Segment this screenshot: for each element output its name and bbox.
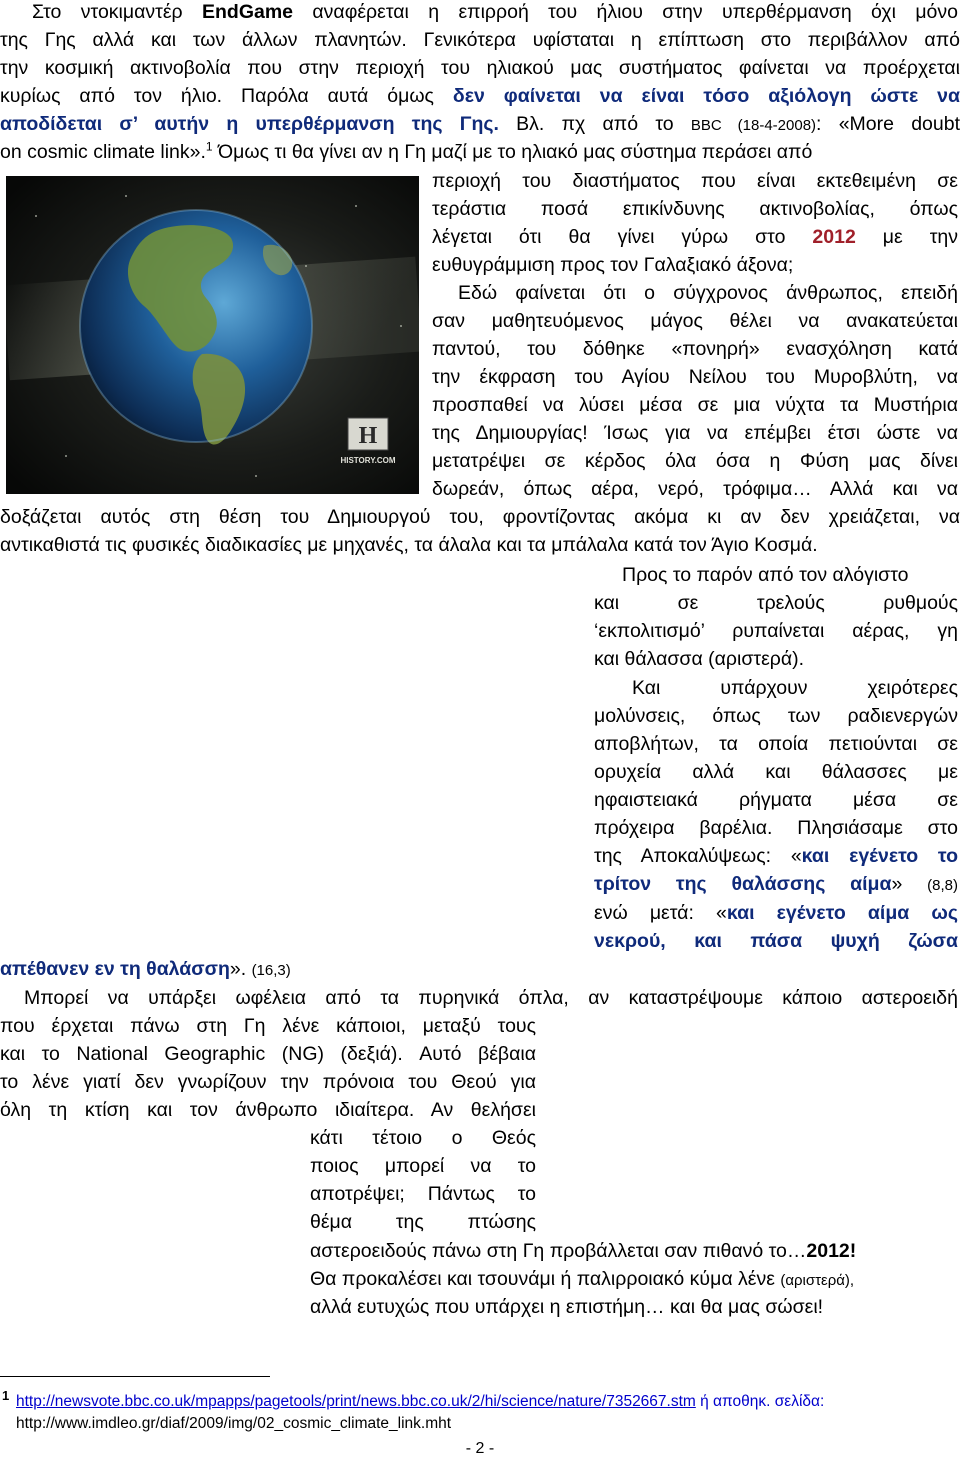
text-line: Εδώ φαίνεται ότι ο σύγχρονος άνθρωπος, επειδή <box>458 282 958 304</box>
text-line: Θα προκαλέσει και τσουνάμι ή παλιρροιακό κύμα λένε (αριστερά), <box>310 1268 855 1290</box>
text-line: πρόχειρα βαρέλια. Πλησιάσαμε στο <box>594 817 958 839</box>
text-line: της Γης αλλά και των άλλων πλανητών. Γενικότερα υφίσταται η επίπτωση στο περιβάλλον από <box>0 29 960 51</box>
text-line: δοξάζεται αυτός στη θέση του Δημιουργού του, φροντίζοντας ακόμα κι αν δεν χρειάζεται, να <box>0 506 960 528</box>
footnote-number: 1 <box>2 1388 10 1403</box>
text-line: Προς το παρόν από τον αλόγιστο <box>622 564 909 586</box>
text-line: ευθυγράμμιση προς τον Γαλαξιακό άξονα; <box>432 254 794 276</box>
text-line: την κοσμική ακτινοβολία που στην περιοχή του ηλιακού μας συστήματος φαίνεται να προέρχεται <box>0 57 960 79</box>
text-line: αποτρέψει; Πάντως το <box>310 1183 536 1205</box>
text-line: νεκρού, και πάσα ψυχή ζώσα <box>594 930 958 952</box>
text-line: θέμα της πτώσης <box>310 1211 536 1233</box>
footnote-link-bbc[interactable]: http://newsvote.bbc.co.uk/mpapps/pagetools/print/news.bbc.co.uk/2/hi/science/nature/7352667.stm <box>16 1393 696 1410</box>
text-line: σαν μαθητευόμενος μάγος θέλει να ανακατεύεται <box>432 310 958 332</box>
footnote-ref: 1 <box>205 139 213 154</box>
text-line: και θάλασσα (αριστερά). <box>594 648 805 670</box>
footnote-divider <box>0 1376 270 1377</box>
text-line: ορυχεία αλλά και θάλασσες με <box>594 761 958 783</box>
text-line: αντικαθιστά τις φυσικές διαδικασίες με μηχανές, τα άλαλα και τα μπάλαλα κατά τον Άγιο Κοσμά. <box>0 534 818 556</box>
page-number: - 2 - <box>465 1440 495 1457</box>
text-line: όλη τη κτίση και τον άνθρωπο ιδιαίτερα. Αν θελήσει <box>0 1099 536 1121</box>
text-line: Στο ντοκιμαντέρ EndGame αναφέρεται η επιρροή του ήλιου στην υπερθέρμανση όχι μόνο <box>32 1 958 23</box>
text-line: αστεροειδούς πάνω στη Γη προβάλλεται σαν πιθανό το…2012! <box>310 1240 857 1262</box>
footnote-line <box>16 1414 451 1434</box>
text-line: λέγεται ότι θα γίνει γύρω στο 2012 με την <box>432 226 958 248</box>
text-line: τρίτον της θαλάσσης αίμα» (8,8) <box>594 873 958 895</box>
earth-image <box>6 176 419 494</box>
text-line: απέθανεν εν τη θαλάσση». (16,3) <box>0 958 291 980</box>
history-caption: HISTORY.COM <box>340 456 396 465</box>
text-line: κάτι τέτοιο ο Θεός <box>310 1127 536 1149</box>
text-line: ποιος μπορεί να το <box>310 1155 536 1177</box>
text-line: την έκφραση του Αγίου Νείλου του Μυροβλύτη, να <box>432 366 958 388</box>
text-line: που έρχεται πάνω στη Γη λένε κάποιοι, μεταξύ τους <box>0 1015 536 1037</box>
text-line: της Δημιουργίας! Ίσως για να επέμβει έτσι ώστε να <box>432 422 958 444</box>
text-line: αποδίδεται σ’ αυτήν η υπερθέρμανση της Γης. Βλ. πχ από το BBC (18-4-2008): «More doubt <box>0 113 960 135</box>
earth-illustration <box>6 176 419 494</box>
text-line: μολύνσεις, όπως των ραδιενεργών <box>594 705 958 727</box>
text-line: το λένε γιατί δεν γνωρίζουν την πρόνοια του Θεού για <box>0 1071 536 1093</box>
text-line: περιοχή του διαστήματος που είναι εκτεθειμένη σε <box>432 170 958 192</box>
text-line: αλλά ευτυχώς που υπάρχει η επιστήμη… και θα μας σώσει! <box>310 1296 824 1318</box>
text-line: και σε τρελούς ρυθμούς <box>594 592 958 614</box>
text-line: προσπαθεί να λύσει μέσα σε μια νύχτα τα Μυστήρια <box>432 394 958 416</box>
text-line: της Αποκαλύψεως: «και εγένετο το <box>594 845 958 867</box>
text-line: on cosmic climate link».$^1$ Όμως τι θα γίνει αν η Γη μαζί με το ηλιακό μας σύστημα περάσει από <box>0 139 813 163</box>
text-line: ‘εκπολιτισμό’ ρυπαίνεται αέρας, γη <box>594 620 958 642</box>
text-line: και το National Geographic (NG) (δεξιά). Αυτό βέβαια <box>0 1043 536 1065</box>
text-line: ενώ μετά: «και εγένετο αίμα ως <box>594 902 959 924</box>
text-line: Μπορεί να υπάρξει ωφέλεια από τα πυρηνικά όπλα, αν καταστρέψουμε κάποιο αστεροειδή <box>24 987 958 1009</box>
text-line: δωρεάν, όπως αέρα, νερό, τρόφιμα… Αλλά και να <box>432 478 958 500</box>
text-line: παντού, του δόθηκε «πονηρή» ενασχόληση κατά <box>432 338 958 360</box>
footnote-line: http://newsvote.bbc.co.uk/mpapps/pagetools/print/news.bbc.co.uk/2/hi/science/nature/7352667.stm ή αποθηκ. σελίδα: <box>16 1393 825 1410</box>
footnote-link-archive: http://www.imdleo.gr/diaf/2009/img/02_cosmic_climate_link.mht <box>16 1415 452 1432</box>
text-line: τεράστια ποσά επικίνδυνης ακτινοβολίας, όπως <box>432 198 958 220</box>
text-line: Και υπάρχουν χειρότερες <box>632 677 958 699</box>
text-line: ηφαιστειακά ρήγματα μέσα σε <box>594 789 958 811</box>
text-line: κυρίως από τον ήλιο. Παρόλα αυτά όμως δεν φαίνεται να είναι τόσο αξιόλογη ώστε να <box>0 85 960 107</box>
history-logo: H <box>358 423 378 449</box>
text-line: μετατρέψει σε κέρδος όλα όσα η Φύση μας δίνει <box>432 450 958 472</box>
text-line: αποβλήτων, τα οποία πετιούνται σε <box>594 733 958 755</box>
